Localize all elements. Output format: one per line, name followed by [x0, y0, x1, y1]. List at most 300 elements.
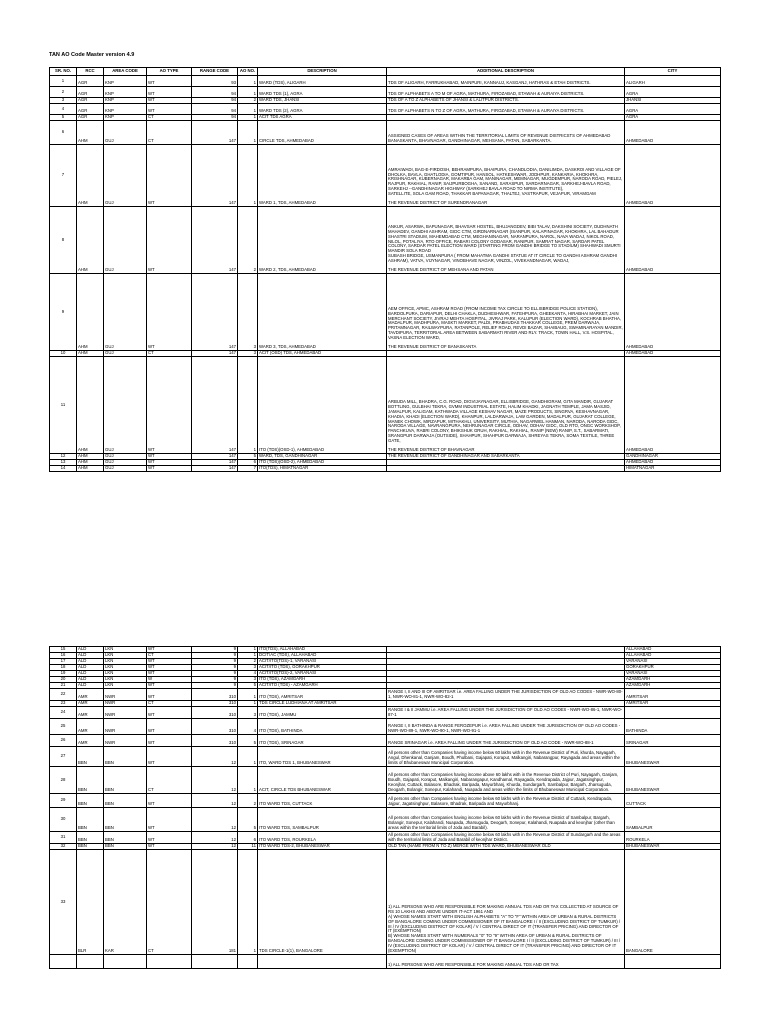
rcc-cell: AHM	[77, 121, 104, 145]
city-cell: ALLAHABAD	[625, 647, 721, 653]
ao-no-cell: 11	[238, 844, 258, 850]
description-cell: TDS CIRCLE LUDHIANA AT AMRITSAR	[258, 701, 387, 707]
ao-type-cell: WT	[147, 689, 192, 701]
description-cell: WARD 3, TDS, AHMEDABAD	[258, 274, 387, 351]
area-code-cell: KNP	[104, 115, 147, 121]
additional-description-cell	[387, 76, 625, 87]
description-cell: ITO (TDS), SRINAGAR	[258, 735, 387, 747]
sr-no-cell: 13	[50, 460, 77, 466]
area-code-cell: BBN	[104, 808, 147, 832]
table-row	[50, 707, 721, 719]
description-cell: ACIT, CIRCLE TDS BHUBANESWAR	[258, 767, 387, 794]
ao-type-cell: WT	[147, 844, 192, 850]
additional-description-text: All persons other than Companies having income below 60 lakhs with in the Revenue District of Sundargarh and the areas with the territorial limits of Joda and Barabil of keonjhar District.	[388, 832, 621, 843]
ao-type-cell: CT	[147, 850, 192, 955]
range-code-cell: 9	[192, 665, 238, 671]
area-code-cell: KNP	[104, 76, 147, 87]
sr-no-cell: 1	[50, 76, 77, 87]
description-cell: ACIT/ITO (TDS), GORAKHPUR	[258, 665, 387, 671]
sr-no-cell: 6	[50, 121, 77, 145]
range-code-cell: 9	[192, 659, 238, 665]
ao-no-cell: 2	[238, 98, 258, 104]
city-cell: AHMEDABAD	[625, 357, 721, 454]
table-row	[50, 719, 721, 735]
description-cell: ITO WARD TDS, SAMBALPUR	[258, 808, 387, 832]
rcc-cell: AMR	[77, 735, 104, 747]
description-cell: ITO, WARD TDS 1, BHUBANESWAR	[258, 747, 387, 767]
table-row	[50, 466, 721, 472]
ao-type-cell: WT	[147, 719, 192, 735]
city-cell: GORAKHPUR	[625, 665, 721, 671]
ao-no-cell: 1	[238, 647, 258, 653]
sr-no-cell: 22	[50, 689, 77, 701]
ao-no-cell: 2	[238, 794, 258, 808]
description-cell: ACIT/ITO(TDS)-2, VARANASI	[258, 671, 387, 677]
city-cell: AGRA	[625, 87, 721, 98]
rcc-cell: ALD	[77, 665, 104, 671]
ao-no-cell: 1	[238, 850, 258, 955]
description-cell: ITO (TDS), AZAMGARH	[258, 677, 387, 683]
ao-type-cell: WT	[147, 207, 192, 274]
ao-no-cell: 1	[238, 87, 258, 98]
area-code-cell: LKN	[104, 665, 147, 671]
area-code-cell: GUJ	[104, 466, 147, 472]
ao-type-cell: WT	[147, 274, 192, 351]
range-code-cell: 9	[192, 683, 238, 689]
sr-no-cell: 26	[50, 735, 77, 747]
area-code-cell: LKN	[104, 683, 147, 689]
area-code-cell: BBN	[104, 832, 147, 844]
additional-description-text: SUBASH BRIDGE, USMANPURA ( FROM MAHATMA GANDHI STATUE AT IT CIRCLE TO GANDHI ASHRAM GANDHI ASHRAM), VATVA, VIJYNAGAR, VINOBHAVE NAGAR, VINZOL, VIVEKANDNAGAR, WADAJ,	[388, 253, 618, 264]
sr-no-cell: 9	[50, 274, 77, 351]
sr-no-cell: 19	[50, 671, 77, 677]
header-rcc: RCC	[77, 68, 104, 76]
table-row	[50, 794, 721, 808]
rcc-cell: ALD	[77, 647, 104, 653]
header-city: CITY	[625, 68, 721, 76]
range-code-cell: 147	[192, 121, 238, 145]
area-code-cell: NWR	[104, 689, 147, 701]
area-code-cell: GUJ	[104, 145, 147, 207]
rcc-cell: AMR	[77, 707, 104, 719]
additional-description-cell	[387, 87, 625, 98]
additional-description-cell	[387, 794, 625, 808]
header-range-code: RANGE CODE	[192, 68, 238, 76]
additional-description-text: ANKUR, ASARWA, BAPUNAGAR, BHAVSAR HOSTEL, BHUJANGDEV, BIBI TALAV, DAKSHINI SOCIETY, DUDHNATH MAHADEV, GANDHI ASHRAM, GIDC CTM, GIRDNARNAGAR (ISANPUR, KALAPINAGAR, KHOKHRA, LAL BAHADUR SHASTRI STADIUM, MAHEMDABAD CTM, MEGHANINAGAR, NARANPURA, NAROL, NAVA WADAJ, NIKOL ROAD, NILOL, POTALIYA, RTO OFFICE, RABARI COLONY GODASAR, RANIPUR, SAMRAT NAGAR, SARDAR PATEL COLONY, SARDAR PATEL ELECTION WARD (STARTING FROM GANDHI BRIDGE TO STADIUM) SHAHWADI SMURTI MANDIR SOLA ROAD	[388, 223, 621, 254]
rcc-cell: AMR	[77, 701, 104, 707]
additional-description-cell	[387, 274, 625, 351]
table-row	[50, 767, 721, 794]
ao-no-cell: 1	[238, 653, 258, 659]
city-cell: CUTTACK	[625, 794, 721, 808]
range-code-cell: 147	[192, 454, 238, 460]
rcc-cell: BBN	[77, 844, 104, 850]
sr-no-cell: 25	[50, 719, 77, 735]
city-cell	[625, 955, 721, 969]
rcc-cell: AHM	[77, 351, 104, 357]
sr-no-cell: 32	[50, 844, 77, 850]
range-code-cell: 12	[192, 832, 238, 844]
ao-type-cell: WT	[147, 98, 192, 104]
range-code-cell: 94	[192, 115, 238, 121]
ao-type-cell: WT	[147, 747, 192, 767]
area-code-cell: NWR	[104, 707, 147, 719]
additional-description-cell	[387, 850, 625, 955]
additional-description-text: RANGE I & II JAMMU i.e. AREA FALLING UNDER THE JURISDICTION OF OLD AO CODES - NWR-WO-86-1, NWR-WO-87-1	[388, 707, 623, 718]
sr-no-cell: 8	[50, 207, 77, 274]
range-code-cell: 147	[192, 460, 238, 466]
city-cell: ALIGARH	[625, 76, 721, 87]
city-cell: AHMEDABAD	[625, 460, 721, 466]
city-cell: AHMEDABAD	[625, 351, 721, 357]
sr-no-cell: 17	[50, 659, 77, 665]
additional-description-cell	[387, 145, 625, 207]
additional-description-text: All persons other than Companies having income below 60 lakhs with in the Revenue District of Puri, khurda, Nayagarh, Angul, Dhenkanal, Ganjam, Boudh, Phulbani, Gajapati, Koraput, Malkangiri, Nabarangpur, Rayagada and areas within the limits of Bhubaneswar Municipal Corporation.	[388, 750, 620, 766]
rcc-cell: BBN	[77, 794, 104, 808]
header-row	[50, 68, 721, 76]
additional-description-text: ARBUDA MILL, BHADRA, C.G. ROAD, DIGVIJAYNAGAR, ELLISBRIDGE, GANDHIGRAM, GITA MANDIR, GUJARAT BOTTLING, GULBHAI TEKRA, GVMM INDUSTRIAL ESTATE, HALIM KHADKI, JAGNATH TEMPLE, JAMA MASJID, JAMALPUR, KALIGAM, KATHWADA VILLAGE KESHAV NAGAR, MAZE PRODUCTS, SINGRVA, KESHAVNAGAR, KHADIA, KHADI (ELECTION WARD), KHANPUR, LALDARWAJA, LAW GARDEN, MADALPUR, GUJARAT COLLEGE, MANEK CHOWK, MIRZAPUR, MITHAKHLI, UNIVERSITY, MUTHIA, NAGARWEL HANMAN, NARODA, NARODA GIDC, NARODA VILLAGE, NAVRANGPURA, NEHRUNAGAR CIRCLE, ODHAV, ODHAV GIDC, OLD RTO, ONGC WORKSHOP, PANCHKUVA, RABRI COLONY, BHIKSHUK GRUH, RAKHIAL, RAKHIAL, RANIP (NEW) RANIP, S.T., SABARMATI, SRANGPUR DARWAJA (OUTSIDE), SHAHPUR, SHAHPUR DARWAJA, SHREYAS TEKRA, SOMA TEXTILE, THREE GATE,	[388, 398, 621, 444]
city-cell: HIMATNAGAR	[625, 466, 721, 472]
range-code-cell: 9	[192, 653, 238, 659]
city-cell: BATHINDA	[625, 719, 721, 735]
area-code-cell: GUJ	[104, 274, 147, 351]
ao-no-cell: 1	[238, 115, 258, 121]
area-code-cell: BBN	[104, 767, 147, 794]
description-cell: ITO WARD TDS, ROURKELA	[258, 832, 387, 844]
sr-no-cell: 2	[50, 87, 77, 98]
area-code-cell: GUJ	[104, 351, 147, 357]
range-code-cell: 310	[192, 719, 238, 735]
additional-description-text: All persons other than Companies having income below 60 lakhs with in the Revenue District of Sambalpur, Bargarh, Bolangir, Sonepur, Kalahandi, Nuapada, Jharsuguda, Deogarh, Sonepur, Kalahandi, Nuapada and keonjhar (other than areas within the territorial limits of Joda and Barabil).	[388, 815, 615, 831]
description-cell: ITO (TDS)(OSD-1), AHMEDABAD	[258, 357, 387, 454]
ao-type-cell: CT	[147, 121, 192, 145]
rcc-cell: ALD	[77, 653, 104, 659]
city-cell: SAMBALPUR	[625, 808, 721, 832]
additional-description-text: TDS OF ALPHABETS A TO M OF AGRA, MATHURA, FIROZABAD, ETAWAH & AURAIYA DISTRICTS.	[388, 91, 585, 97]
city-cell: AZAMGARH	[625, 677, 721, 683]
ao-type-cell: WT	[147, 357, 192, 454]
header-sr-no: SR. NO.	[50, 68, 77, 76]
sr-no-cell: 20	[50, 677, 77, 683]
rcc-cell: BBN	[77, 767, 104, 794]
sr-no-cell: 7	[50, 145, 77, 207]
area-code-cell: GUJ	[104, 357, 147, 454]
ao-no-cell: 1	[238, 76, 258, 87]
sr-no-cell: 5	[50, 115, 77, 121]
ao-no-cell: 7	[238, 466, 258, 472]
additional-description-text: TDS OF ALPHABETS N TO Z OF AGRA, MATHURA, FIROZABAD, ETAWAH & AURAIYA DISTRICTS.	[388, 108, 585, 114]
area-code-cell: KNP	[104, 98, 147, 104]
rcc-cell: BBN	[77, 808, 104, 832]
additional-description-text: RANGE I, II BATHINDA & RANGE FEROZEPUR i.e. AREA FALLING UNDER THE JURISDICTION OF OLD AO CODES - NWR-WO-89-1, NWR-WO-90-1, NWR-WO-91-1	[388, 723, 621, 734]
additional-description-district: THE REVENUE DISTRICT OF SURENDRANAGAR	[388, 200, 488, 206]
range-code-cell: 147	[192, 466, 238, 472]
sr-no-cell: 12	[50, 454, 77, 460]
range-code-cell: 310	[192, 735, 238, 747]
additional-description-cell	[387, 955, 625, 969]
additional-description-district: THE REVENUE DISTRICT OF MEHSANA AND PATAN	[388, 267, 494, 273]
ao-type-cell: WT	[147, 794, 192, 808]
table-row	[50, 207, 721, 274]
additional-description-text: TDS OF ALIGARH, FARRUKHABAD, MAINPURI, KANNAUJ, KASGANJ, HATHRAS & ETAH DISTRICTS.	[388, 80, 591, 86]
area-code-cell: LKN	[104, 671, 147, 677]
header-ao-no: AO NO.	[238, 68, 258, 76]
city-cell: AHMEDABAD	[625, 207, 721, 274]
area-code-cell: KNP	[104, 104, 147, 115]
ao-no-cell: 6	[238, 460, 258, 466]
ao-no-cell: 3	[238, 677, 258, 683]
sr-no-cell: 30	[50, 808, 77, 832]
range-code-cell: 147	[192, 207, 238, 274]
area-code-cell: GUJ	[104, 454, 147, 460]
description-cell: ITO(TDS), ALLAHABAD	[258, 647, 387, 653]
range-code-cell: 12	[192, 794, 238, 808]
description-cell: ACIT (OSD) TDS, AHMEDABAD	[258, 351, 387, 357]
range-code-cell: 9	[192, 677, 238, 683]
rcc-cell: AHM	[77, 460, 104, 466]
ao-no-cell: 3	[238, 274, 258, 351]
rcc-cell: AGR	[77, 76, 104, 87]
range-code-cell: 12	[192, 844, 238, 850]
area-code-cell: KAR	[104, 850, 147, 955]
additional-description-cell	[387, 735, 625, 747]
area-code-cell: GUJ	[104, 207, 147, 274]
ao-type-cell: W	[147, 677, 192, 683]
table-row	[50, 850, 721, 955]
additional-description-text: All persons other than Companies having income below 60 lakhs with in the Revenue District of Cuttack, Kendrapada, Jajpur, Jagatsinghpur, Balasore, Bhadrak, Baripada and Mayurbhanj.	[388, 796, 613, 807]
additional-description-text: AMRAIWADI, BAG-E-FIRDOSH, BEHRAMPURA, BHAIPURA, CHANDLODIA, DANILIMDA, DASKROI AND VILLAGE OF DHOLKA, BAVLA, GHATLODIA, GOMTIPUR, HANSOL, HATKESHWAR, JODHPUR, KANKARIA, KHOKHRA, KRISHNAGAR, KUBERNAGAR, MAKARBA GAM, MANINAGAR, MEMNAGAR, MUGDEMPUR, NARODA ROAD, PIELEJ, RAJPUR, RAKHIAL, RANIP, SAIJPURBOGHA, SANAND, SARASPUR, SARDARNAGAR, SARKHEJ-BAVLA ROAD, SARKEHJ --GANDHINAGAR HIGHWAY (SARKHEJ BAVLA ROAD TO NIRMA INSTITUTE),	[388, 166, 623, 192]
range-code-cell: 12	[192, 747, 238, 767]
additional-description-text: All persons other than Companies having income above 60 lakhs with in the Revenue District of Puri, Nayagarh, Ganjam, Boudh, Gajapati, Koraput, Malkangiri, Nabarangapur, Kandhamal, Rayagada, Kendrapada, Jajpur, Jagatsinghpur, Keonjhar, Cuttack, Balasore, Bhadrak, Baripada, Mayurbhanj, Khurda, Sundargarh, Sambalpur, Bargarh, Jharsuguda, Deogarh, Bolangir, Sonepur, Kalahandi, Nuapada and areas within the limits of Bhubaneswar Municipal Corporation.	[388, 772, 619, 793]
sr-no-cell: 16	[50, 653, 77, 659]
sr-no-cell: 18	[50, 665, 77, 671]
rcc-cell: AHM	[77, 357, 104, 454]
area-code-cell: GUJ	[104, 121, 147, 145]
city-cell: AMRITSAR	[625, 689, 721, 701]
table-row	[50, 832, 721, 844]
city-cell: BHUBANESWAR	[625, 747, 721, 767]
range-code-cell: 310	[192, 707, 238, 719]
city-cell: AHMEDABAD	[625, 121, 721, 145]
ao-type-cell: CT	[147, 767, 192, 794]
area-code-cell: NWR	[104, 701, 147, 707]
page-title: TAN AO Code Master version 4.9	[49, 52, 135, 58]
city-cell: VARANASI	[625, 659, 721, 665]
table-row	[50, 76, 721, 87]
range-code-cell: 94	[192, 104, 238, 115]
additional-description-cell	[387, 104, 625, 115]
rcc-cell: AMR	[77, 689, 104, 701]
description-cell: WARD, TDS, GANDHINAGAR	[258, 454, 387, 460]
ao-no-cell: 1	[238, 767, 258, 794]
ao-type-cell: WT	[147, 87, 192, 98]
additional-description-cell	[387, 747, 625, 767]
area-code-cell: LKN	[104, 677, 147, 683]
area-code-cell: GUJ	[104, 460, 147, 466]
additional-description-text: RANGE SRINAGAR i.e. AREA FALLING UNDER THE JURISDICTION OF OLD AO CODE - NWR-WO-88-1	[388, 740, 594, 746]
additional-description-cell	[387, 466, 625, 472]
table-row	[50, 747, 721, 767]
sr-no-cell: 27	[50, 747, 77, 767]
additional-description-text: 1) ALL PERSONS WHO ARE RESPONSIBLE FOR MAKING ANNUAL TDS AND OR TAX COLLECTED AT SOURCE OF RS 10 LAKHS AND ABOVE UNDER IT-ACT 1961 AND	[388, 903, 619, 914]
sr-no-cell: 24	[50, 707, 77, 719]
rcc-cell: AGR	[77, 98, 104, 104]
ao-no-cell: 1	[238, 145, 258, 207]
rcc-cell	[77, 955, 104, 969]
city-cell: GANDHINAGAR	[625, 454, 721, 460]
area-code-cell: NWR	[104, 735, 147, 747]
area-code-cell: LKN	[104, 653, 147, 659]
table-row	[50, 808, 721, 832]
ao-type-cell: WT	[147, 735, 192, 747]
range-code-cell: 93	[192, 76, 238, 87]
ao-type-cell: WT	[147, 104, 192, 115]
sr-no-cell: 33	[50, 850, 77, 955]
area-code-cell: BBN	[104, 844, 147, 850]
ao-type-cell: WT	[147, 707, 192, 719]
ao-no-cell: 1	[238, 701, 258, 707]
table-row	[50, 357, 721, 454]
additional-description-cell	[387, 207, 625, 274]
additional-description-cell	[387, 808, 625, 832]
additional-description-cell	[387, 832, 625, 844]
ao-type-cell: WT	[147, 683, 192, 689]
range-code-cell: 94	[192, 87, 238, 98]
ao-no-cell: 5	[238, 454, 258, 460]
range-code-cell: 310	[192, 689, 238, 701]
range-code-cell	[192, 955, 238, 969]
ao-type-cell	[147, 955, 192, 969]
city-cell: JHANSI	[625, 98, 721, 104]
table-row	[50, 274, 721, 351]
area-code-cell: NWR	[104, 719, 147, 735]
ao-no-cell: 3	[238, 707, 258, 719]
description-cell: ITO (TDS), AMRITSAR	[258, 689, 387, 701]
sr-no-cell: 10	[50, 351, 77, 357]
additional-description-cell	[387, 719, 625, 735]
description-cell: ITO (TDS), BATHINDA	[258, 719, 387, 735]
range-code-cell: 310	[192, 701, 238, 707]
rcc-cell: AHM	[77, 145, 104, 207]
table-row	[50, 955, 721, 969]
ao-type-cell: CT	[147, 351, 192, 357]
additional-description-text: 1) ALL PERSONS WHO ARE RESPONSIBLE FOR MAKING ANNUAL TDS AND OR TAX	[388, 962, 559, 968]
ao-no-cell: 4	[238, 671, 258, 677]
city-cell: AGRA	[625, 115, 721, 121]
additional-description-cell	[387, 707, 625, 719]
sr-no-cell: 4	[50, 104, 77, 115]
sr-no-cell: 14	[50, 466, 77, 472]
sr-no-cell: 23	[50, 701, 77, 707]
range-code-cell: 12	[192, 767, 238, 794]
rcc-cell: AHM	[77, 274, 104, 351]
ao-no-cell: 4	[238, 719, 258, 735]
rcc-cell: ALD	[77, 677, 104, 683]
additional-description-cell	[387, 689, 625, 701]
description-cell: WARD TDS, JHANSI	[258, 98, 387, 104]
ao-type-cell: WT	[147, 647, 192, 653]
description-cell: TDS CIRCLE-1(1), BANGALORE	[258, 850, 387, 955]
ao-type-cell: WT	[147, 460, 192, 466]
sr-no-cell: 3	[50, 98, 77, 104]
description-cell: WARD TDS (2), AGRA	[258, 104, 387, 115]
description-cell: ITO (TDS), JAMMU	[258, 707, 387, 719]
ao-no-cell: 1	[238, 104, 258, 115]
ao-no-cell: 1	[238, 689, 258, 701]
description-cell: ITO(TDS), HIMATNAGAR	[258, 466, 387, 472]
description-cell: WARD (TDS), ALIGARH	[258, 76, 387, 87]
description-cell	[258, 955, 387, 969]
additional-description-text: ASSIGNED CASES OF AREAS WITHIN THE TERRITORIAL LIMITS OF REVENUE DISTRICSTS OF AHMEDABAD	[388, 133, 611, 139]
rcc-cell: BBN	[77, 832, 104, 844]
city-cell: AMRITSAR	[625, 701, 721, 707]
description-cell: ACIT TDS AGRA	[258, 115, 387, 121]
description-cell: WARD TDS (1), AGRA	[258, 87, 387, 98]
ao-type-cell: WT	[147, 454, 192, 460]
city-cell: BHUBANESWAR	[625, 844, 721, 850]
description-cell: WARD 2, TDS, AHMEDABAD	[258, 207, 387, 274]
header-additional-description: ADDITIONAL DESCRIPTION	[387, 68, 625, 76]
ao-type-cell: CT	[147, 653, 192, 659]
ao-type-cell: WT	[147, 466, 192, 472]
description-cell: DCIT/AC (TDS), ALLAHABAD	[258, 653, 387, 659]
header-ao-type: AO TYPE	[147, 68, 192, 76]
description-cell: ITO WARD TDS, CUTTACK	[258, 794, 387, 808]
city-cell: SRINAGAR	[625, 735, 721, 747]
additional-description-text: BANASKANTA, BHAVNAGAR, GANDHINAGAR, MEHSANA, PATAN, SABARKANTA.	[388, 138, 552, 144]
description-cell: ACIT/ITO (TDS) - AZAMGARH	[258, 683, 387, 689]
rcc-cell: AMR	[77, 719, 104, 735]
rcc-cell: AGR	[77, 87, 104, 98]
description-cell: CIRCLE TDS, AHMEDABAD	[258, 121, 387, 145]
additional-description-district: THE REVENUE DISTRICT OF BHAVNAGAR	[388, 447, 475, 453]
area-code-cell	[104, 955, 147, 969]
range-code-cell: 9	[192, 671, 238, 677]
sr-no-cell: 29	[50, 794, 77, 808]
header-description: DESCRIPTION	[258, 68, 387, 76]
rcc-cell: ALD	[77, 659, 104, 665]
city-cell: VARANASI	[625, 671, 721, 677]
description-cell: WARD 1, TDS, AHMEDABAD	[258, 145, 387, 207]
ao-no-cell: 3	[238, 665, 258, 671]
sr-no-cell	[50, 955, 77, 969]
area-code-cell: LKN	[104, 647, 147, 653]
range-code-cell: 9	[192, 647, 238, 653]
ao-no-cell: 6	[238, 832, 258, 844]
city-cell: ROURKELA	[625, 832, 721, 844]
rcc-cell: ALD	[77, 683, 104, 689]
ao-type-cell: CT	[147, 701, 192, 707]
table-row	[50, 87, 721, 98]
city-cell: AGRA	[625, 104, 721, 115]
city-cell: BANGALORE	[625, 850, 721, 955]
rcc-cell: ALD	[77, 671, 104, 677]
ao-type-cell: CT	[147, 115, 192, 121]
area-code-cell: KNP	[104, 87, 147, 98]
additional-description-text: RANGE I, II AND III OF AMRITSAR i.e. AREA FALLING UNDER THE JURISDICTION OF OLD AO CODES - NWR-WO-80-1, NWR-WO-81-1, NWR-WO-82-1	[388, 689, 623, 700]
ao-no-cell: 5	[238, 683, 258, 689]
city-cell: AZAMGARH	[625, 683, 721, 689]
rcc-cell: AHM	[77, 466, 104, 472]
table-row	[50, 689, 721, 701]
header-area-code: AREA CODE	[104, 68, 147, 76]
ao-no-cell: 5	[238, 808, 258, 832]
table-body-1	[50, 76, 721, 472]
ao-code-table-2	[49, 646, 721, 969]
table-row	[50, 121, 721, 145]
ao-type-cell: WT	[147, 671, 192, 677]
sr-no-cell: 31	[50, 832, 77, 844]
